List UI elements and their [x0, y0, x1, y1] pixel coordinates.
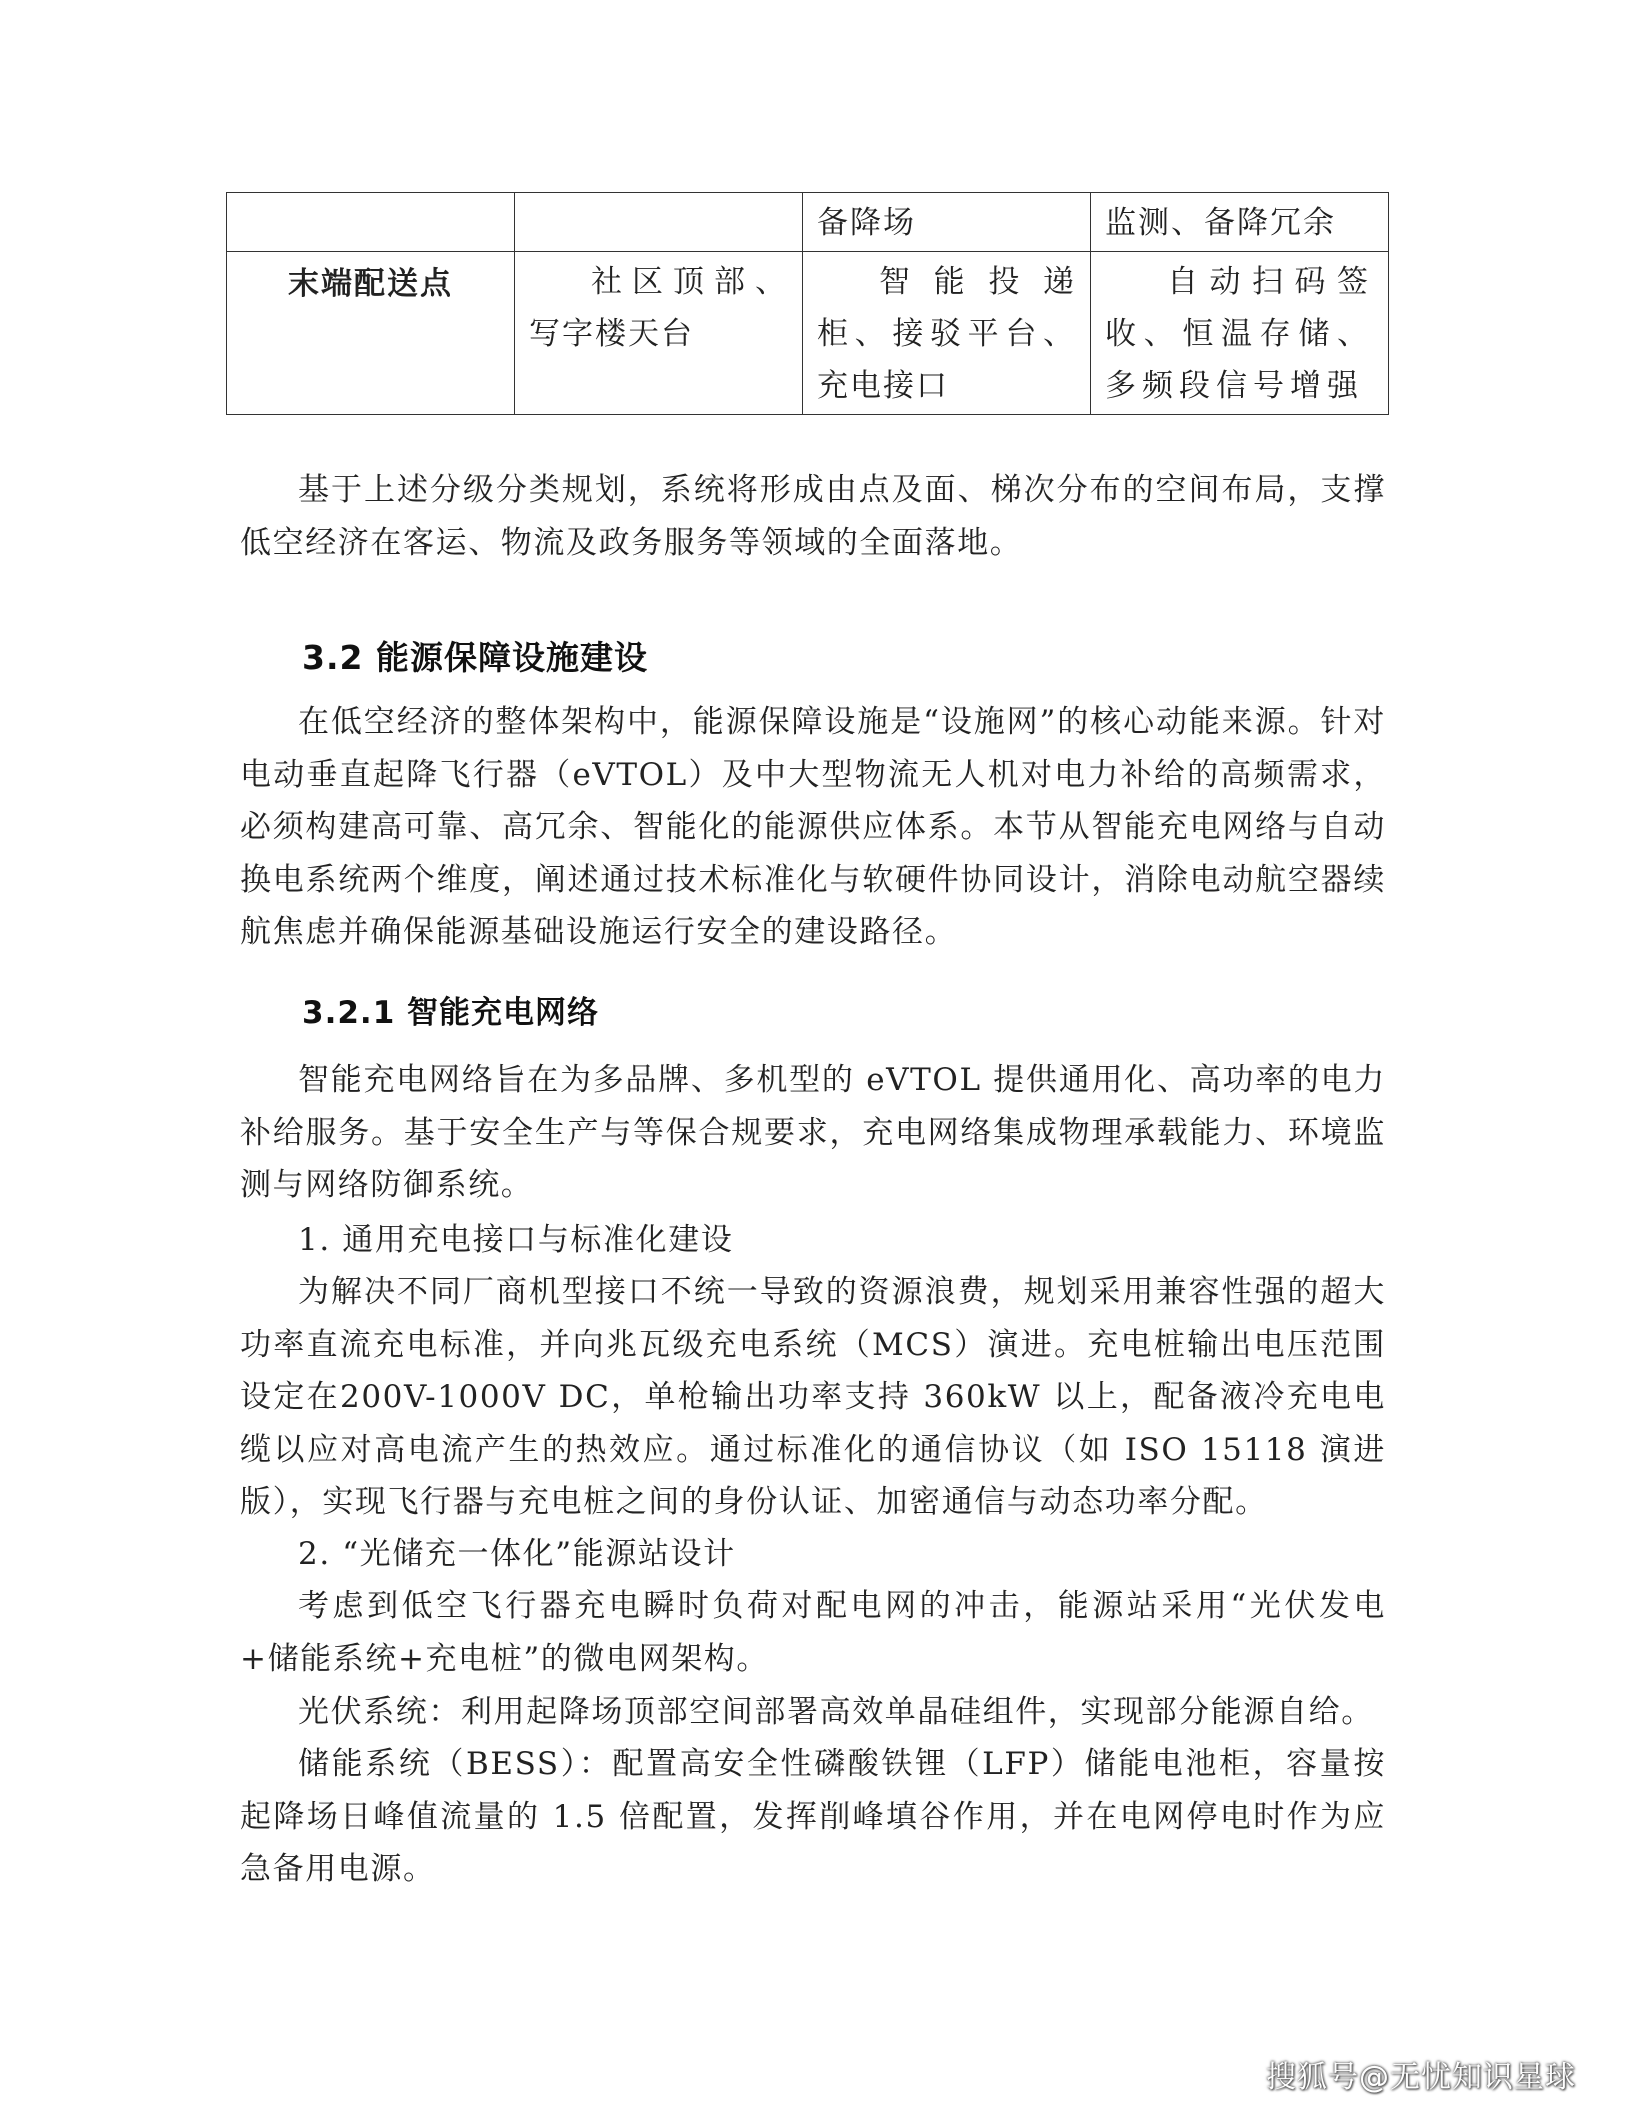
body-paragraph: 在低空经济的整体架构中，能源保障设施是“设施网”的核心动能来源。针对电动垂直起降飞行器（eVTOL）及中大型物流无人机对电力补给的高频需求，必须构建高可靠、高冗余、智能化的能源供应体系。本节从智能充电网络与自动换电系统两个维度，阐述通过技术标准化与软硬件协同设计，消除电动航空器续航焦虑并确保能源基础设施运行安全的建设路径。 — [240, 704, 1386, 950]
section-heading: 3.2 能源保障设施建设 — [302, 638, 648, 677]
table-row — [227, 193, 1389, 252]
watermark: 搜狐号@无忧知识星球 — [1266, 2060, 1576, 2095]
table-row — [227, 252, 1389, 415]
table-cell — [515, 193, 803, 252]
list-item: 2. “光储充一体化”能源站设计 — [298, 1536, 736, 1572]
body-paragraph: 智能充电网络旨在为多品牌、多机型的 eVTOL 提供通用化、高功率的电力补给服务。基于安全生产与等保合规要求，充电网络集成物理承载能力、环境监测与网络防御系统。 — [240, 1062, 1386, 1203]
table-cell: 备降场 — [803, 193, 1091, 252]
body-paragraph: 光伏系统：利用起降场顶部空间部署高效单晶硅组件，实现部分能源自给。 — [298, 1694, 1374, 1730]
table-cell: 社区顶部、写字楼天台 — [515, 252, 803, 415]
subsection-heading: 3.2.1 智能充电网络 — [302, 995, 600, 1031]
body-paragraph: 储能系统（BESS）：配置高安全性磷酸铁锂（LFP）储能电池柜，容量按起降场日峰值流量的 1.5 倍配置，发挥削峰填谷作用，并在电网停电时作为应急备用电源。 — [240, 1746, 1386, 1887]
table-cell: 自动扫码签收、恒温存储、多频段信号增强 — [1091, 252, 1389, 415]
body-paragraph: 为解决不同厂商机型接口不统一导致的资源浪费，规划采用兼容性强的超大功率直流充电标准，并向兆瓦级充电系统（MCS）演进。充电桩输出电压范围设定在200V-1000V DC，单枪输出功率支持 360kW 以上，配备液冷充电电缆以应对高电流产生的热效应。通过标准化的通信协议（如 ISO 15118 演进版），实现飞行器与充电桩之间的身份认证、加密通信与动态功率分配。 — [240, 1274, 1386, 1520]
body-paragraph: 基于上述分级分类规划，系统将形成由点及面、梯次分布的空间布局，支撑低空经济在客运、物流及政务服务等领域的全面落地。 — [240, 472, 1386, 561]
body-paragraph: 考虑到低空飞行器充电瞬时负荷对配电网的冲击，能源站采用“光伏发电+储能系统+充电桩”的微电网架构。 — [240, 1588, 1386, 1677]
list-item: 1. 通用充电接口与标准化建设 — [298, 1222, 734, 1258]
table-cell-category: 末端配送点 — [227, 252, 515, 415]
facility-table — [226, 192, 1389, 415]
table-cell — [227, 193, 515, 252]
table-cell: 监测、备降冗余 — [1091, 193, 1389, 252]
table-cell: 智能投递柜、接驳平台、充电接口 — [803, 252, 1091, 415]
